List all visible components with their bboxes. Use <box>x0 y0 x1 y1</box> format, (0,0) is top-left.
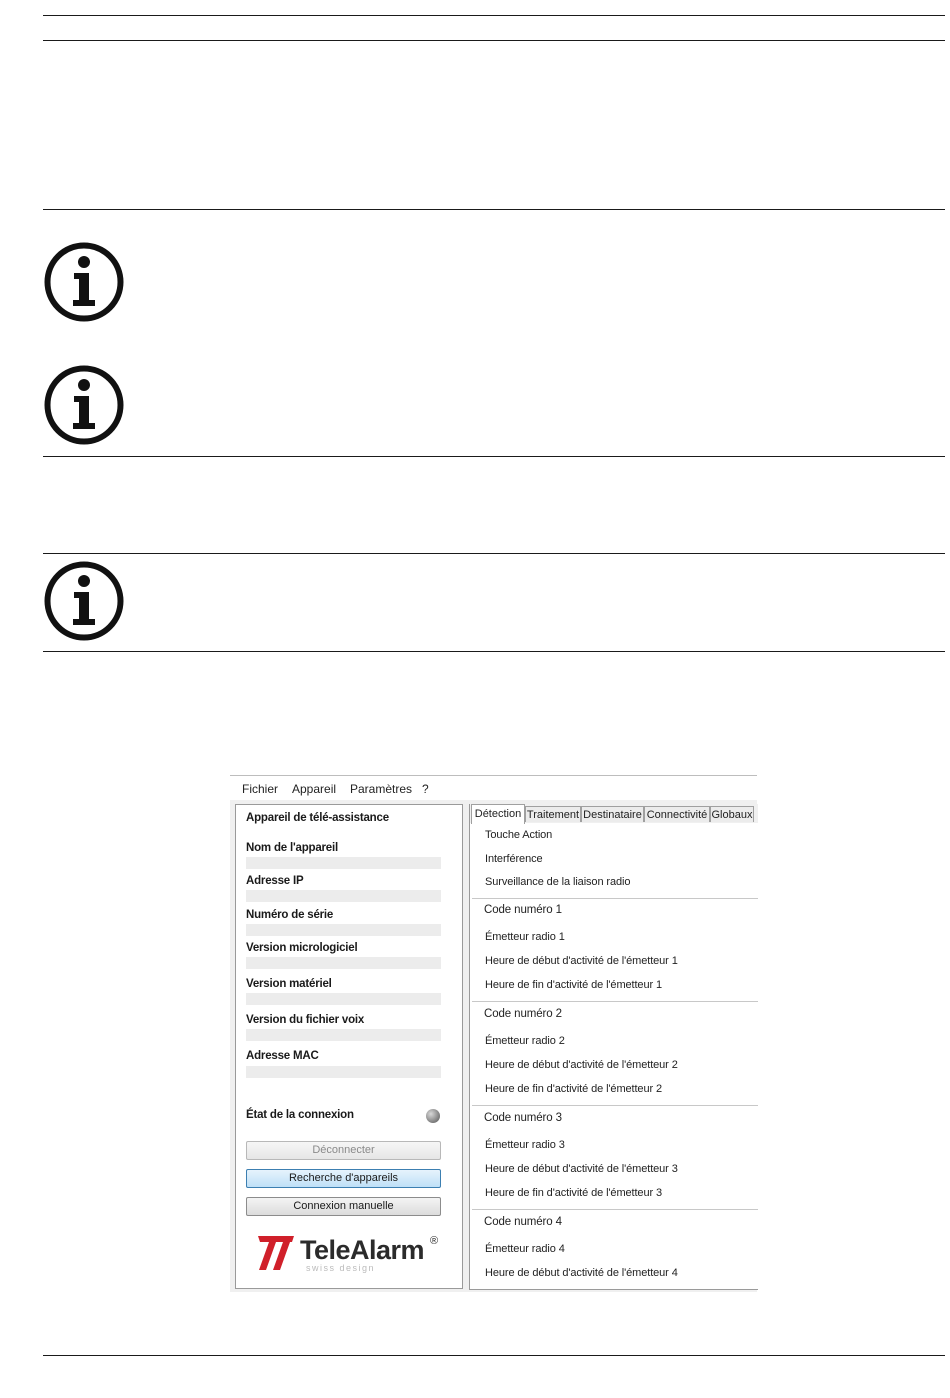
list-item[interactable]: Heure de début d'activité de l'émetteur 3 <box>485 1163 678 1175</box>
tab-detection[interactable]: Détection <box>471 804 525 824</box>
tab-traitement[interactable]: Traitement <box>525 806 581 822</box>
field-label-mac-address: Adresse MAC <box>246 1050 319 1062</box>
logo-wordmark: TeleAlarm <box>300 1235 425 1265</box>
list-item[interactable]: Heure de début d'activité de l'émetteur 1 <box>485 955 678 967</box>
field-value-ip-address <box>246 890 441 902</box>
menu-parametres[interactable]: Paramètres <box>350 782 413 796</box>
settings-panel <box>469 804 758 1290</box>
field-label-device-name: Nom de l'appareil <box>246 842 338 854</box>
divider-rule <box>43 209 945 210</box>
panel-title: Appareil de télé-assistance <box>246 812 389 824</box>
list-item[interactable]: Interférence <box>485 853 543 865</box>
list-item[interactable]: Heure de fin d'activité de l'émetteur 2 <box>485 1083 663 1095</box>
code-section-title: Code numéro 2 <box>484 1008 562 1020</box>
code-section-title: Code numéro 4 <box>484 1216 562 1228</box>
code-section-title: Code numéro 3 <box>484 1112 562 1124</box>
field-value-hardware-version <box>246 993 441 1005</box>
list-item[interactable]: Émetteur radio 2 <box>485 1035 565 1047</box>
field-label-hardware-version: Version matériel <box>246 978 332 990</box>
menu-help[interactable]: ? <box>422 782 429 796</box>
field-label-voice-file-version: Version du fichier voix <box>246 1014 365 1026</box>
field-label-firmware-version: Version micrologiciel <box>246 942 358 954</box>
menu-fichier[interactable]: Fichier <box>242 782 279 796</box>
field-value-voice-file-version <box>246 1029 441 1041</box>
telealarm-logo <box>256 1233 446 1275</box>
section-divider <box>472 898 758 899</box>
divider-rule <box>43 553 945 554</box>
field-value-device-name <box>246 857 441 869</box>
section-divider <box>472 1001 758 1002</box>
divider-rule <box>43 456 945 457</box>
code-section-title: Code numéro 1 <box>484 904 562 916</box>
search-devices-button[interactable]: Recherche d'appareils <box>246 1169 441 1188</box>
list-item[interactable]: Heure de début d'activité de l'émetteur 4 <box>485 1267 678 1279</box>
section-divider <box>472 1209 758 1210</box>
logo-tagline: swiss design <box>306 1263 376 1273</box>
divider-rule <box>43 651 945 652</box>
list-item[interactable]: Émetteur radio 3 <box>485 1139 565 1151</box>
disconnect-button[interactable]: Déconnecter <box>246 1141 441 1160</box>
divider-rule <box>43 1355 945 1356</box>
field-label-ip-address: Adresse IP <box>246 875 304 887</box>
app-window <box>230 775 757 1292</box>
list-item[interactable]: Touche Action <box>485 829 553 841</box>
field-value-firmware-version <box>246 957 441 969</box>
device-info-panel <box>235 804 463 1289</box>
menu-appareil[interactable]: Appareil <box>292 782 337 796</box>
list-item[interactable]: Émetteur radio 4 <box>485 1243 565 1255</box>
info-icon <box>44 242 124 322</box>
section-divider <box>472 1105 758 1106</box>
list-item[interactable]: Surveillance de la liaison radio <box>485 876 631 888</box>
divider-rule <box>43 15 945 16</box>
info-icon <box>44 561 124 641</box>
menu-bar <box>230 775 757 800</box>
tab-connectivite[interactable]: Connectivité <box>644 806 710 822</box>
field-value-mac-address <box>246 1066 441 1078</box>
connection-state-label: État de la connexion <box>246 1109 354 1121</box>
logo-registered-mark: ® <box>430 1235 439 1247</box>
tab-destinataire[interactable]: Destinataire <box>581 806 644 822</box>
list-item[interactable]: Heure de début d'activité de l'émetteur 2 <box>485 1059 678 1071</box>
field-label-serial-number: Numéro de série <box>246 909 334 921</box>
settings-tabs <box>470 804 758 823</box>
list-item[interactable]: Émetteur radio 1 <box>485 931 565 943</box>
telealarm-logo-icon <box>256 1233 296 1271</box>
manual-connection-button[interactable]: Connexion manuelle <box>246 1197 441 1216</box>
connection-status-indicator <box>426 1109 440 1123</box>
list-item[interactable]: Heure de fin d'activité de l'émetteur 3 <box>485 1187 663 1199</box>
field-value-serial-number <box>246 924 441 936</box>
divider-rule <box>43 40 945 41</box>
tab-globaux[interactable]: Globaux <box>710 806 754 822</box>
info-icon <box>44 365 124 445</box>
list-item[interactable]: Heure de fin d'activité de l'émetteur 1 <box>485 979 663 991</box>
